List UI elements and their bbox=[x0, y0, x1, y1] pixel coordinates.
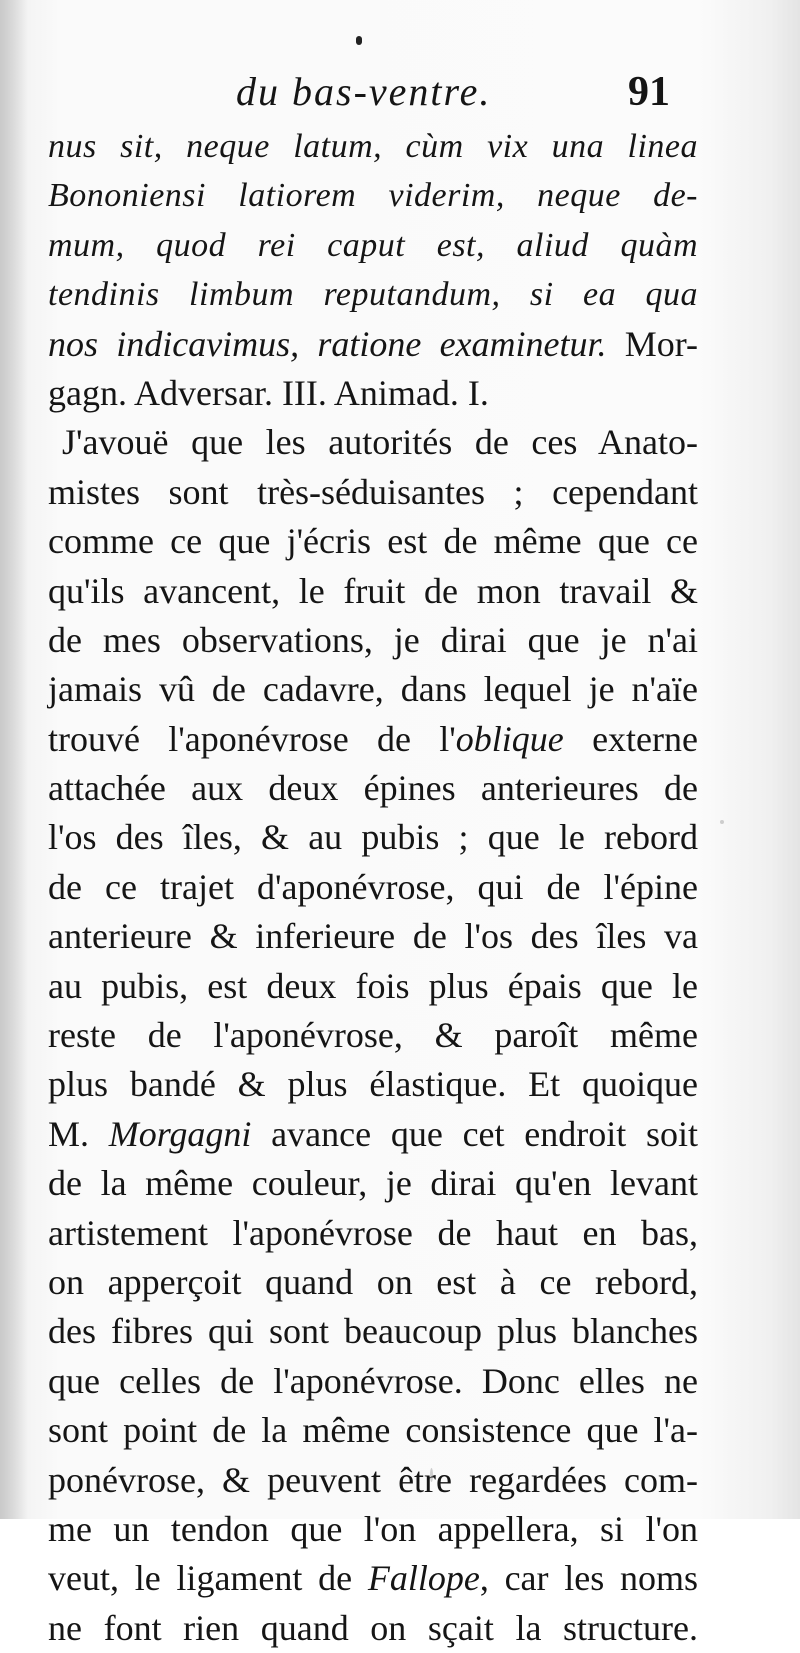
roman-span: trouvé l'aponévrose de l' bbox=[48, 718, 456, 759]
text-line: J'avouë que les autorités de ces Anato- bbox=[62, 422, 698, 463]
text-line: des fibres qui sont beaucoup plus blanches bbox=[48, 1311, 698, 1352]
text-line: de la même couleur, je dirai qu'en levant bbox=[48, 1163, 698, 1204]
text-line: mum, quod rei caput est, aliud quàm bbox=[48, 226, 698, 264]
roman-span: Mor- bbox=[624, 323, 698, 364]
text-line: plus bandé & plus élastique. Et quoique bbox=[48, 1064, 698, 1105]
body-text bbox=[48, 122, 698, 1653]
roman-span: , car les noms bbox=[479, 1558, 699, 1599]
ink-speck bbox=[720, 820, 724, 824]
italic-span: nos indicavimus, ratione examinetur. bbox=[48, 323, 625, 364]
text-line: tendinis limbum reputandum, si ea qua bbox=[48, 276, 698, 314]
text-line: attachée aux deux épines anterieures de bbox=[48, 768, 698, 809]
running-head: du bas-ventre. bbox=[236, 69, 492, 114]
italic-span: Morgagni bbox=[108, 1113, 252, 1154]
text-line: artistement l'aponévrose de haut en bas, bbox=[48, 1212, 698, 1253]
text-line: sont point de la même consistence que l'a- bbox=[48, 1410, 698, 1451]
text-line: gagn. Adversar. III. Animad. I. bbox=[48, 372, 489, 413]
text-line: ne font rien quand on sçait la structure. bbox=[48, 1607, 698, 1648]
text-line: mistes sont très-séduisantes ; cependant bbox=[48, 471, 698, 512]
roman-span: veut, le ligament de bbox=[48, 1558, 368, 1599]
text-line: on apperçoit quand on est à ce rebord, bbox=[48, 1261, 698, 1302]
text-line: ponévrose, & peuvent être regardées com- bbox=[48, 1459, 698, 1500]
italic-span: Fallope bbox=[367, 1558, 480, 1599]
roman-span: externe bbox=[563, 718, 698, 759]
text-line: que celles de l'aponévrose. Donc elles ne bbox=[48, 1360, 698, 1401]
text-line: me un tendon que l'on appellera, si l'on bbox=[48, 1508, 698, 1549]
text-line: Bononiensi latiorem viderim, neque de- bbox=[48, 177, 698, 215]
italic-span: oblique bbox=[455, 718, 564, 759]
text-line: jamais vû de cadavre, dans lequel je n'aïe bbox=[48, 669, 698, 710]
text-line bbox=[48, 1554, 698, 1603]
page-number: 91 bbox=[628, 69, 670, 115]
text-line: au pubis, est deux fois plus épais que le bbox=[48, 965, 698, 1006]
ink-dot bbox=[356, 36, 362, 45]
text-line: anterieure & inferieure de l'os des îles va bbox=[48, 916, 698, 957]
ink-speck bbox=[430, 1468, 433, 1482]
text-line: comme ce que j'écris est de même que ce bbox=[48, 521, 698, 562]
roman-span: M. bbox=[48, 1113, 109, 1154]
text-line bbox=[48, 320, 698, 369]
text-line: nus sit, neque latum, cùm vix una linea bbox=[48, 128, 698, 165]
roman-span: avance que cet endroit soit bbox=[251, 1113, 698, 1154]
gutter-shadow bbox=[0, 0, 28, 1519]
text-line bbox=[48, 1110, 698, 1159]
text-line bbox=[48, 715, 698, 764]
text-line: de mes observations, je dirai que je n'ai bbox=[48, 619, 698, 660]
text-line: de ce trajet d'aponévrose, qui de l'épine bbox=[48, 866, 698, 907]
text-line: l'os des îles, & au pubis ; que le rebord bbox=[48, 817, 698, 858]
text-line: reste de l'aponévrose, & paroît même bbox=[48, 1015, 698, 1056]
text-line: qu'ils avancent, le fruit de mon travail & bbox=[48, 570, 698, 611]
